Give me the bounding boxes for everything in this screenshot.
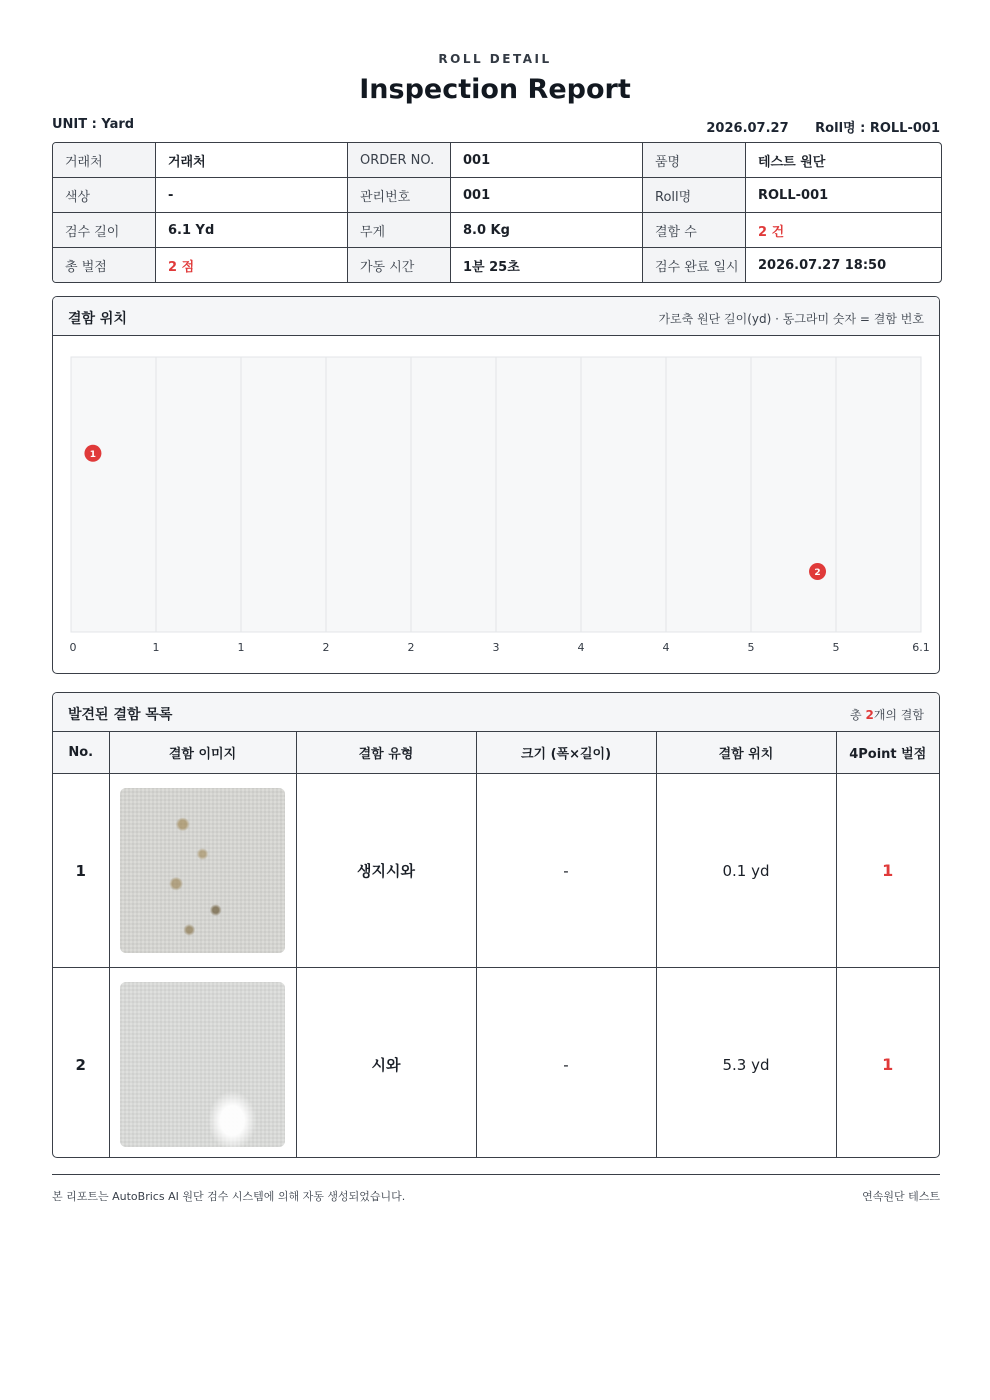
info-label: 검수 완료 일시 — [643, 248, 746, 282]
column-header: 결함 이미지 — [109, 732, 296, 774]
defect-marker[interactable] — [809, 563, 826, 580]
report-kicker: ROLL DETAIL — [438, 52, 552, 66]
info-label: ORDER NO. — [348, 143, 451, 178]
footer-note: 본 리포트는 AutoBrics AI 원단 검수 시스템에 의해 자동 생성되었습니다. — [52, 1190, 406, 1203]
info-label: 총 벌점 — [53, 248, 156, 282]
footer-divider — [52, 1174, 940, 1175]
defect-position: 5.3 yd — [656, 968, 836, 1159]
x-tick-label: 1 — [152, 641, 160, 654]
section-header — [53, 297, 939, 336]
column-header: 크기 (폭×길이) — [476, 732, 656, 774]
unit-label: UNIT : Yard — [52, 117, 135, 132]
info-value: 1분 25초 — [451, 248, 643, 282]
defect-position-chart — [53, 337, 939, 671]
defect-image-cell — [109, 774, 296, 968]
defect-size: - — [476, 968, 656, 1159]
roll-name: Roll명 : ROLL-001 — [815, 121, 940, 136]
defect-number: 1 — [53, 774, 109, 968]
defect-position-section — [52, 296, 940, 674]
column-header: 결함 위치 — [656, 732, 836, 774]
report-date: 2026.07.27 — [706, 121, 789, 136]
column-header: 결함 유형 — [296, 732, 476, 774]
info-label: 관리번호 — [348, 178, 451, 213]
x-tick-label: 5 — [747, 641, 755, 654]
defect-list-table — [53, 732, 939, 1158]
x-tick-label: 5 — [832, 641, 840, 654]
info-label: 색상 — [53, 178, 156, 213]
summary-prefix: 총 — [850, 708, 866, 722]
info-value: - — [156, 178, 348, 213]
summary-suffix: 개의 결함 — [873, 708, 924, 722]
table-row — [53, 774, 939, 968]
info-value: 001 — [451, 178, 643, 213]
info-label: 결함 수 — [643, 213, 746, 248]
roll-info-table — [52, 142, 942, 283]
defect-number: 2 — [53, 968, 109, 1159]
section-title: 발견된 결함 목록 — [68, 707, 173, 723]
x-tick-label: 3 — [492, 641, 500, 654]
x-tick-label: 2 — [407, 641, 415, 654]
info-label: 무게 — [348, 213, 451, 248]
defect-points: 1 — [882, 1055, 894, 1074]
defect-count-value: 2 건 — [746, 213, 941, 248]
defect-points: 1 — [836, 774, 939, 968]
defect-size: - — [476, 774, 656, 968]
x-tick-label: 6.1 — [912, 641, 930, 654]
info-label: 가동 시간 — [348, 248, 451, 282]
info-row — [53, 143, 941, 178]
column-header: No. — [53, 732, 109, 774]
info-label: 거래처 — [53, 143, 156, 178]
table-header-row — [53, 732, 939, 774]
meta-row — [52, 117, 940, 137]
info-value: 테스트 원단 — [746, 143, 941, 178]
total-points-value: 2 점 — [156, 248, 348, 282]
info-label: Roll명 — [643, 178, 746, 213]
section-title: 결함 위치 — [68, 311, 127, 327]
info-label: 검수 길이 — [53, 213, 156, 248]
meta-right — [706, 117, 940, 136]
defect-position: 0.1 yd — [656, 774, 836, 968]
defect-type: 시와 — [296, 968, 476, 1159]
defect-marker-label: 1 — [89, 449, 97, 460]
report-title: Inspection Report — [359, 74, 631, 105]
x-tick-label: 4 — [577, 641, 585, 654]
defect-type: 생지시와 — [296, 774, 476, 968]
info-row — [53, 178, 941, 213]
info-value: 거래처 — [156, 143, 348, 178]
x-tick-label: 0 — [69, 641, 77, 654]
info-value: 8.0 Kg — [451, 213, 643, 248]
defect-image-cell — [109, 968, 296, 1159]
section-header — [53, 693, 939, 732]
column-header: 4Point 벌점 — [836, 732, 939, 774]
info-label: 품명 — [643, 143, 746, 178]
x-tick-label: 1 — [237, 641, 245, 654]
defect-marker[interactable] — [84, 445, 101, 462]
defect-marker-label: 2 — [814, 568, 821, 578]
defect-list-section — [52, 692, 940, 1158]
x-tick-label: 4 — [662, 641, 670, 654]
defect-image[interactable] — [120, 982, 285, 1147]
chart-grid — [71, 357, 921, 632]
summary-count: 2 — [865, 708, 874, 722]
info-value: 2026.07.27 18:50 — [758, 257, 887, 273]
info-row — [53, 248, 941, 282]
info-row — [53, 213, 941, 248]
footer-label: 연속원단 테스트 — [862, 1190, 940, 1203]
chart-legend-note: 가로축 원단 길이(yd) · 동그라미 숫자 = 결함 번호 — [658, 312, 924, 326]
info-value: ROLL-001 — [746, 178, 941, 213]
info-value: 6.1 Yd — [156, 213, 348, 248]
defect-image[interactable] — [120, 788, 285, 953]
x-tick-label: 2 — [322, 641, 330, 654]
table-row — [53, 968, 939, 1159]
chart-x-ticks — [70, 641, 930, 654]
info-value: 001 — [451, 143, 643, 178]
defect-total-summary — [850, 706, 924, 723]
